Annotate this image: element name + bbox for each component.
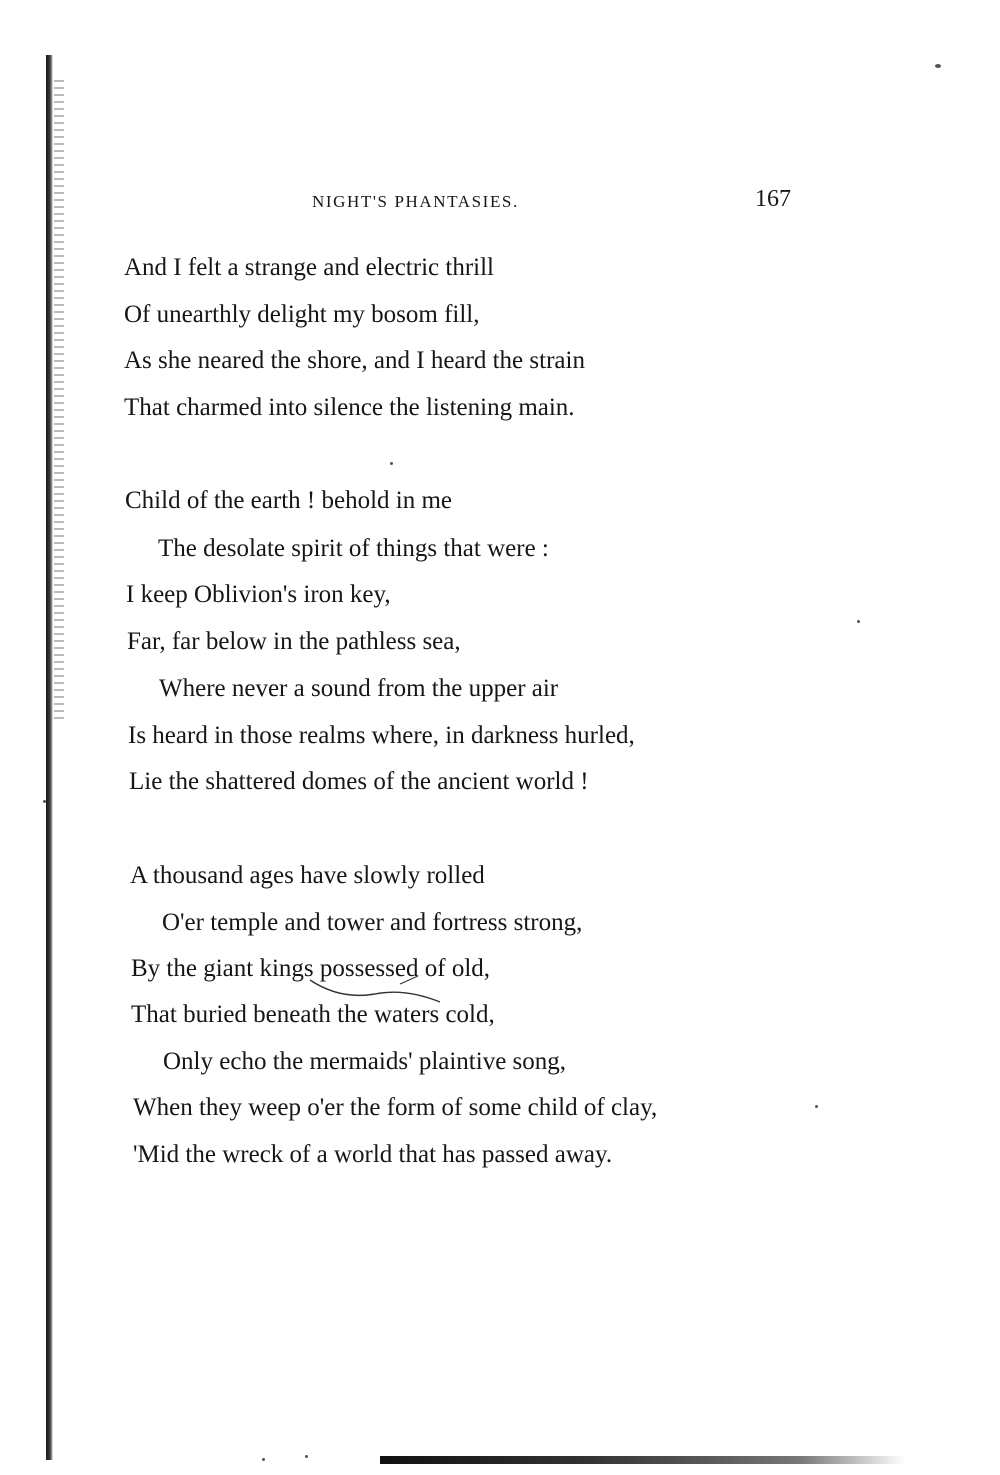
poem-line: Far, far below in the pathless sea, [127,628,461,655]
scan-speck [815,1105,818,1108]
poem-line: And I felt a strange and electric thrill [124,254,494,281]
scan-speck [857,620,860,623]
scan-speck [935,64,941,68]
poem-line: By the giant kings possessed of old, [131,955,491,982]
scan-speck [390,462,393,465]
poem-line: That buried beneath the waters cold, [131,1001,495,1028]
poem-line: I keep Oblivion's iron key, [126,581,391,608]
bottom-edge-rule [380,1456,905,1464]
scan-speck [305,1455,308,1458]
poem-line: Only echo the mermaids' plaintive song, [163,1048,567,1075]
page-number: 167 [755,186,791,212]
binding-shadow [54,80,64,720]
poem-line: Lie the shattered domes of the ancient world ! [129,768,589,795]
pencil-underline-mark [300,976,460,1006]
scan-speck [43,800,46,803]
poem-line: When they weep o'er the form of some child of clay, [133,1094,658,1121]
poem-line: That charmed into silence the listening main. [124,394,575,421]
poem-line: Is heard in those realms where, in darkness hurled, [128,722,635,749]
poem-line: The desolate spirit of things that were : [158,535,549,562]
scan-speck [262,1458,265,1461]
poem-line: O'er temple and tower and fortress strong, [162,909,583,936]
poem-line: Child of the earth ! behold in me [125,487,453,514]
running-title: NIGHT'S PHANTASIES. [312,192,519,211]
poem-line: 'Mid the wreck of a world that has passed away. [133,1141,613,1168]
page-binding-edge [46,55,53,1460]
poem-line: Of unearthly delight my bosom fill, [124,301,480,328]
poem-line: As she neared the shore, and I heard the strain [124,347,585,374]
poem-line: Where never a sound from the upper air [159,675,559,702]
poem-line: A thousand ages have slowly rolled [130,862,485,889]
